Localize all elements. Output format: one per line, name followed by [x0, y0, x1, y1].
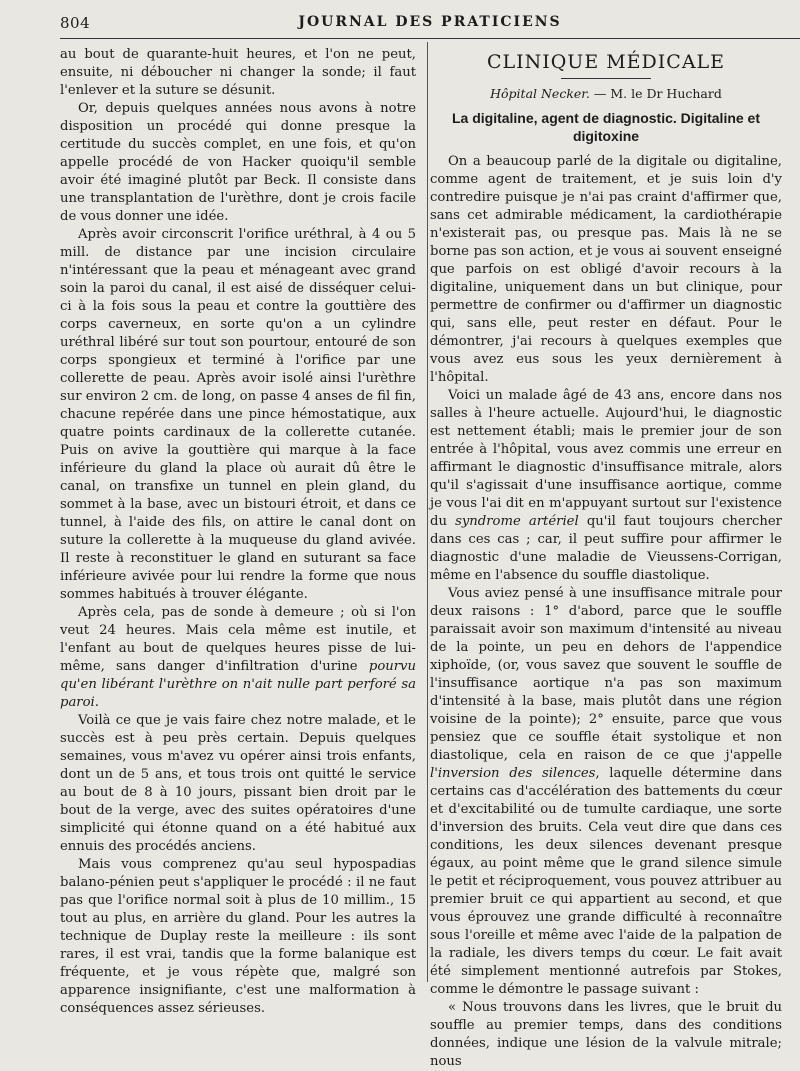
italic-text: syndrome artériel	[455, 514, 579, 529]
italic-text: l'inversion des silences	[430, 766, 596, 781]
paragraph-text: Voici un malade âgé de 43 ans, encore dans nos salles à l'heure actuelle. Aujourd'hui, le diagnostic est nettement établi; mais le premier jour de son entrée à l'hôpital, vous avez commis une erreur en affirmant le diagnostic d'insuffisance mitrale, alors qu'il s'agissait d'une insuffisance aortique, comme je vous l'ai dit en m'appuyant surtout sur l'existence du	[430, 388, 782, 529]
section-title: CLINIQUE MÉDICALE	[486, 51, 726, 73]
paragraph: Mais vous comprenez qu'au seul hypospadias balano-pénien peut s'appliquer le procédé : il ne faut pas que l'orifice normal soit à plus de 10 millim., 15 tout au plus, en arrière du gland. Pour les autres la technique de Duplay reste la meilleure : ils sont rares, il est vrai, tandis que la forme balanique est fréquente, et je vous répète que, malgré son apparence insignifiante, c'est une malformation à conséquences assez sérieuses.	[60, 857, 416, 1016]
page-header	[60, 12, 800, 36]
paragraph: Après avoir circonscrit l'orifice uréthral, à 4 ou 5 mill. de distance par une incision circulaire n'intéressant que la peau et ménageant avec grand soin la paroi du canal, il est aisé de disséquer celui-ci à la fois sous la peau et contre la gouttière des corps caverneux, en sorte qu'on a un cylindre uréthral libéré sur tout son pourtour, entouré de son corps spongieux et terminé à l'orifice par une collerette de peau. Après avoir isolé ainsi l'urèthre sur environ 2 cm. de long, on passe 4 anses de fil fin, chacune repérée dans une pince hémostatique, aux quatre points cardinaux de la collerette cutanée. Puis on avive la gouttière qui marque à la face inférieure du gland la place où aurait dû être le canal, on transfixe un tunnel en plein gland, du sommet à la base, avec un bistouri étroit, et dans ce tunnel, à l'aide des fils, on attire le canal dont on suture la collerette à la muqueuse du gland avivée. Il reste à reconstituer le gland en suturant sa face inférieure avivée pour lui rendre la forme que nous sommes habitués à trouver élégante.	[60, 227, 416, 602]
right-column	[430, 46, 782, 1071]
paragraph: « Nous trouvons dans les livres, que le bruit du souffle au premier temps, dans des conditions données, indique une lésion de la valvule mitrale; nous	[430, 1000, 782, 1069]
header-rule	[60, 38, 800, 39]
byline-place: Hôpital Necker.	[490, 86, 590, 101]
column-divider	[427, 42, 428, 982]
byline	[430, 85, 782, 103]
article-title: La digitaline, agent de diagnostic. Digitaline et digitoxine	[451, 110, 761, 144]
paragraph-text: , laquelle détermine dans certains cas d'accélération des battements du cœur et d'excitabilité ou de tumulte cardiaque, une sorte d'inversion des bruits. Cela veut dire que dans ces conditions, les deux silences devenant presque égaux, au point même que le grand silence simule le petit et réciproquement, vous pouvez attribuer au premier bruit ce qui appartient au second, et que vous éprouvez une grande difficulté à reconnaître sous l'oreille et même avec l'aide de la palpation de la radiale, les divers temps du cœur. Le fait avait été simplement mentionné autrefois par Stokes, comme le démontre le passage suivant :	[430, 766, 782, 997]
paragraph: On a beaucoup parlé de la digitale ou digitaline, comme agent de traitement, et je suis loin d'y contredire puisque je n'ai pas craint d'affirmer que, sans cet admirable médicament, la cardiothérapie n'existerait pas, ou presque pas. Mais là ne se borne pas son action, et je vous ai souvent enseigné que parfois on est obligé d'avoir recours à la digitaline, uniquement dans un but clinique, pour permettre de confirmer ou d'affirmer un diagnostic qui, sans elle, peut rester en défaut. Pour le démontrer, j'ai recours à quelques exemples que vous avez eus sous les yeux dernièrement à l'hôpital.	[430, 154, 782, 385]
paragraph-text: Vous aviez pensé à une insuffisance mitrale pour deux raisons : 1° d'abord, parce que le souffle paraissait avoir son maximum d'intensité au niveau de la pointe, un peu en dehors de l'appendice xiphoïde, (or, vous savez que souvent le souffle de l'insuffisance aortique n'a pas son maximum d'intensité à la base, mais plutôt dans une région voisine de la pointe); 2° ensuite, parce que vous pensiez que ce souffle était systolique et non diastolique, cela en raison de ce que j'appelle	[430, 586, 782, 763]
paragraph-text: Après cela, pas de sonde à demeure ; où si l'on veut 24 heures. Mais cela même est inutile, et l'enfant au bout de quelques heures pisse de lui-même, sans danger d'infiltration d'urine	[60, 605, 416, 674]
byline-author: — M. le Dr Huchard	[589, 86, 722, 101]
paragraph: Voilà ce que je vais faire chez notre malade, et le succès est à peu près certain. Depuis quelques semaines, vous m'avez vu opérer ainsi trois enfants, dont un de 5 ans, et tous trois ont quitté le service au bout de 8 à 10 jours, pissant bien droit par le bout de la verge, avec des suites opératoires d'une simplicité qui étonne quand on a été habitué aux ennuis des procédés anciens.	[60, 713, 416, 854]
left-column	[60, 46, 416, 1018]
paragraph	[60, 604, 416, 712]
title-rule	[561, 78, 651, 79]
paragraph-text: qu'il faut toujours chercher dans ces cas ; car, il peut suffire pour affirmer le diagnostic d'une maladie de Vieussens-Corrigan, même en l'absence du souffle diastolique.	[430, 514, 782, 583]
italic-text: pourvu qu'en libérant l'urèthre on n'ait nulle part perforé sa paroi.	[60, 659, 416, 710]
journal-title: JOURNAL DES PRATICIENS	[298, 14, 562, 30]
paragraph	[430, 387, 782, 585]
paragraph	[430, 585, 782, 999]
paragraph: au bout de quarante-huit heures, et l'on ne peut, ensuite, ni déboucher ni changer la sonde; il faut l'enlever et la suture se désunit.	[60, 47, 416, 98]
paragraph: Or, depuis quelques années nous avons à notre disposition un procédé qui donne presque la certitude du succès complet, en une fois, et qu'on appelle procédé de von Hacker quoiqu'il semble avoir été imaginé plutôt par Beck. Il consiste dans une transplantation de l'urèthre, dont je crois facile de vous donner une idée.	[60, 101, 416, 224]
page-number: 804	[60, 14, 91, 32]
